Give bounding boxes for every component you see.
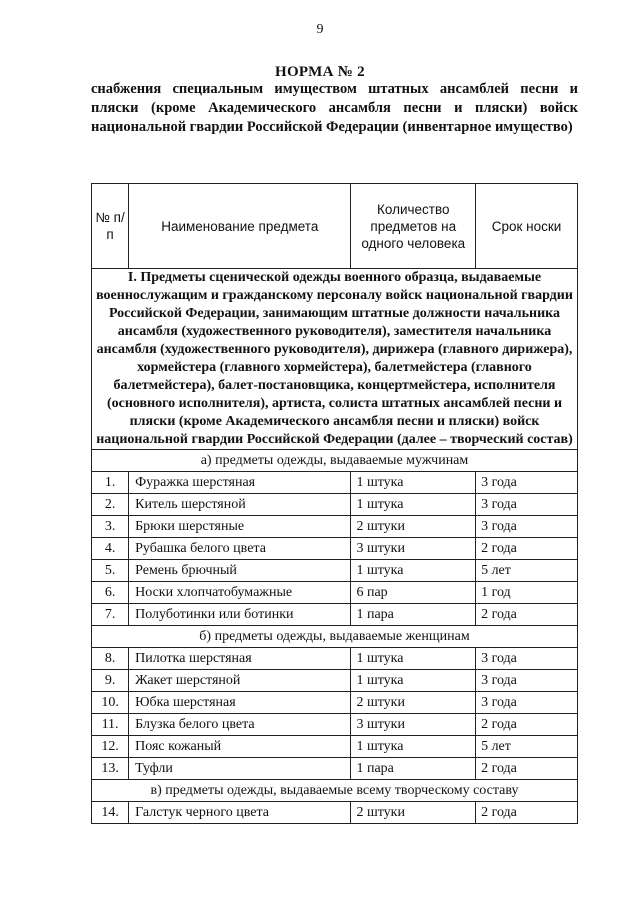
row-name: Рубашка белого цвета [129,538,351,560]
row-qty: 3 штуки [351,714,476,736]
row-qty: 6 пар [351,582,476,604]
row-num: 4. [92,538,129,560]
row-name: Жакет шерстяной [129,670,351,692]
row-name: Брюки шерстяные [129,516,351,538]
row-term: 3 года [476,472,578,494]
row-name: Ремень брючный [129,560,351,582]
table-header-row [92,184,578,269]
group-title: б) предметы одежды, выдаваемые женщинам [92,626,578,648]
row-num: 10. [92,692,129,714]
row-qty: 2 штуки [351,802,476,824]
row-num: 5. [92,560,129,582]
table-row [92,604,578,626]
table-row [92,516,578,538]
group-title-row [92,626,578,648]
row-term: 2 года [476,714,578,736]
row-num: 6. [92,582,129,604]
row-qty: 2 штуки [351,692,476,714]
row-qty: 1 штука [351,670,476,692]
row-num: 3. [92,516,129,538]
row-term: 3 года [476,670,578,692]
document-title: НОРМА № 2 [275,64,365,80]
row-qty: 1 штука [351,560,476,582]
header-name: Наименование предмета [129,184,351,269]
row-name: Юбка шерстяная [129,692,351,714]
row-num: 12. [92,736,129,758]
row-term: 5 лет [476,736,578,758]
row-num: 11. [92,714,129,736]
row-num: 14. [92,802,129,824]
table-row [92,560,578,582]
table-row [92,692,578,714]
row-term: 3 года [476,516,578,538]
row-name: Пилотка шерстяная [129,648,351,670]
row-qty: 1 штука [351,494,476,516]
row-term: 3 года [476,692,578,714]
table-row [92,582,578,604]
row-name: Полуботинки или ботинки [129,604,351,626]
row-term: 2 года [476,538,578,560]
row-name: Туфли [129,758,351,780]
table-row [92,472,578,494]
section-title: I. Предметы сценической одежды военного образца, выдаваемые военнослужащим и гражданскому персоналу войск национальной гвардии Российской Федерации, занимающим штатные должности начальника ансамбля (художественного руководителя), заместителя начальника ансамбля (художественного руководителя), дирижера (главного дирижера), хормейстера (главного хормейстера), балетмейстера (главного балетмейстера), балет-постановщика, концертмейстера, исполнителя (основного исполнителя), артиста, солиста штатных ансамблей песни и пляски (кроме Академического ансамбля песни и пляски) войск национальной гвардии Российской Федерации (далее – творческий состав) [92,269,578,450]
row-term: 3 года [476,494,578,516]
group-title: в) предметы одежды, выдаваемые всему творческому составу [92,780,578,802]
page-number: 9 [316,22,324,37]
group-title-row [92,450,578,472]
row-name: Китель шерстяной [129,494,351,516]
row-term: 2 года [476,802,578,824]
row-num: 1. [92,472,129,494]
row-term: 2 года [476,758,578,780]
row-name: Блузка белого цвета [129,714,351,736]
row-name: Фуражка шерстяная [129,472,351,494]
table-row [92,758,578,780]
row-term: 2 года [476,604,578,626]
row-num: 13. [92,758,129,780]
group-title: а) предметы одежды, выдаваемые мужчинам [92,450,578,472]
table-row [92,648,578,670]
table-row [92,494,578,516]
row-name: Галстук черного цвета [129,802,351,824]
header-term: Срок носки [476,184,578,269]
table-row [92,670,578,692]
row-qty: 1 штука [351,736,476,758]
document-subtitle: снабжения специальным имуществом штатных ансамблей песни и пляски (кроме Академического ансамбля песни и пляски) войск национальной гвардии Российской Федерации (инвентарное имущество) [91,81,578,135]
row-qty: 1 пара [351,604,476,626]
row-num: 9. [92,670,129,692]
row-num: 7. [92,604,129,626]
row-term: 3 года [476,648,578,670]
row-term: 1 год [476,582,578,604]
norm-table [91,183,578,824]
header-num: № п/п [92,184,129,269]
row-num: 2. [92,494,129,516]
row-qty: 1 штука [351,648,476,670]
table-row [92,714,578,736]
header-qty: Количество предметов на одного человека [351,184,476,269]
table-row [92,538,578,560]
row-qty: 3 штуки [351,538,476,560]
row-term: 5 лет [476,560,578,582]
row-name: Носки хлопчатобумажные [129,582,351,604]
row-qty: 1 пара [351,758,476,780]
row-qty: 2 штуки [351,516,476,538]
section-row [92,269,578,450]
row-qty: 1 штука [351,472,476,494]
row-num: 8. [92,648,129,670]
row-name: Пояс кожаный [129,736,351,758]
group-title-row [92,780,578,802]
table-row [92,736,578,758]
table-row [92,802,578,824]
